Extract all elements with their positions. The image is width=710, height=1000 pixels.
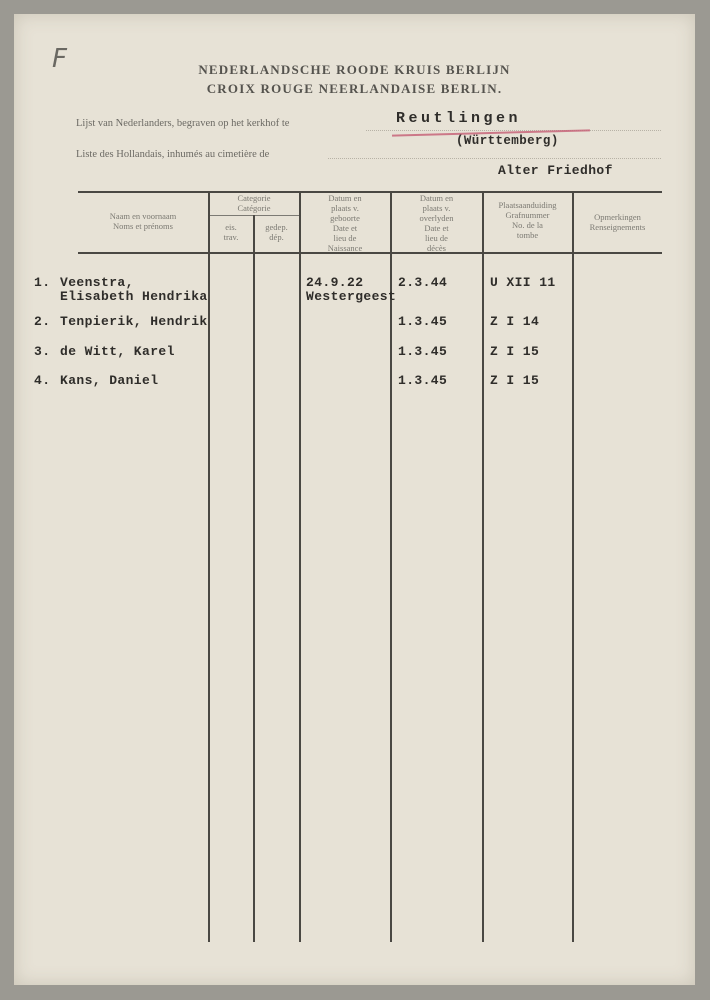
row-4-death: 1.3.45 bbox=[398, 373, 448, 388]
row-1-number: 1. bbox=[34, 275, 51, 290]
document-page bbox=[14, 14, 695, 985]
row-2-number: 2. bbox=[34, 314, 51, 329]
title-line-1: NEDERLANDSCHE ROODE KRUIS BERLIJN bbox=[198, 62, 511, 77]
cemetery-name: Alter Friedhof bbox=[498, 163, 613, 178]
row-3-name: de Witt, Karel bbox=[60, 344, 175, 359]
row-2-grave: Z I 14 bbox=[490, 314, 540, 329]
header-grave: Plaatsaanduiding Grafnummer No. de la tombe bbox=[498, 200, 557, 240]
header-remarks: Opmerkingen Renseignements bbox=[589, 212, 646, 232]
title-line-2: CROIX ROUGE NEERLANDAISE BERLIN. bbox=[206, 81, 503, 96]
row-1-death: 2.3.44 bbox=[398, 275, 448, 290]
row-2-name: Tenpierik, Hendrik bbox=[60, 314, 208, 329]
row-3-grave: Z I 15 bbox=[490, 344, 540, 359]
row-3-death: 1.3.45 bbox=[398, 344, 448, 359]
header-category-sub2: gedep. dép. bbox=[265, 222, 288, 242]
dotted-line-2 bbox=[328, 158, 661, 159]
list-label-fr: Liste des Hollandais, inhumés au cimetière de bbox=[76, 149, 270, 160]
region-name: (Württemberg) bbox=[456, 134, 559, 148]
col-divider-5 bbox=[482, 191, 484, 942]
col-divider-2 bbox=[253, 215, 255, 942]
row-1-birth-place: Westergeest bbox=[306, 289, 397, 304]
row-3-number: 3. bbox=[34, 344, 51, 359]
header-category-sub1: eis. trav. bbox=[223, 222, 239, 242]
row-1-name: Veenstra, bbox=[60, 275, 134, 290]
row-1-birth-date: 24.9.22 bbox=[306, 275, 364, 290]
handwritten-mark: F bbox=[52, 44, 67, 74]
header-birth: Datum en plaats v. geboorte Date et lieu de Naissance bbox=[327, 193, 363, 253]
place-name: Reutlingen bbox=[396, 110, 522, 127]
row-4-grave: Z I 15 bbox=[490, 373, 540, 388]
row-2-death: 1.3.45 bbox=[398, 314, 448, 329]
col-divider-6 bbox=[572, 191, 574, 942]
header-name: Naam en voornaam Noms et prénoms bbox=[109, 211, 177, 231]
col-divider-3 bbox=[299, 191, 301, 942]
header-category: Categorie Catégorie bbox=[237, 193, 271, 213]
row-4-name: Kans, Daniel bbox=[60, 373, 159, 388]
row-1-grave: U XII 11 bbox=[490, 275, 556, 290]
row-4-number: 4. bbox=[34, 373, 51, 388]
header-death: Datum en plaats v. overlyden Date et lieu de décès bbox=[419, 193, 454, 253]
col-divider-1 bbox=[208, 191, 210, 942]
list-label-nl: Lijst van Nederlanders, begraven op het kerkhof te bbox=[76, 118, 290, 129]
row-1-name-cont: Elisabeth Hendrika bbox=[60, 289, 208, 304]
